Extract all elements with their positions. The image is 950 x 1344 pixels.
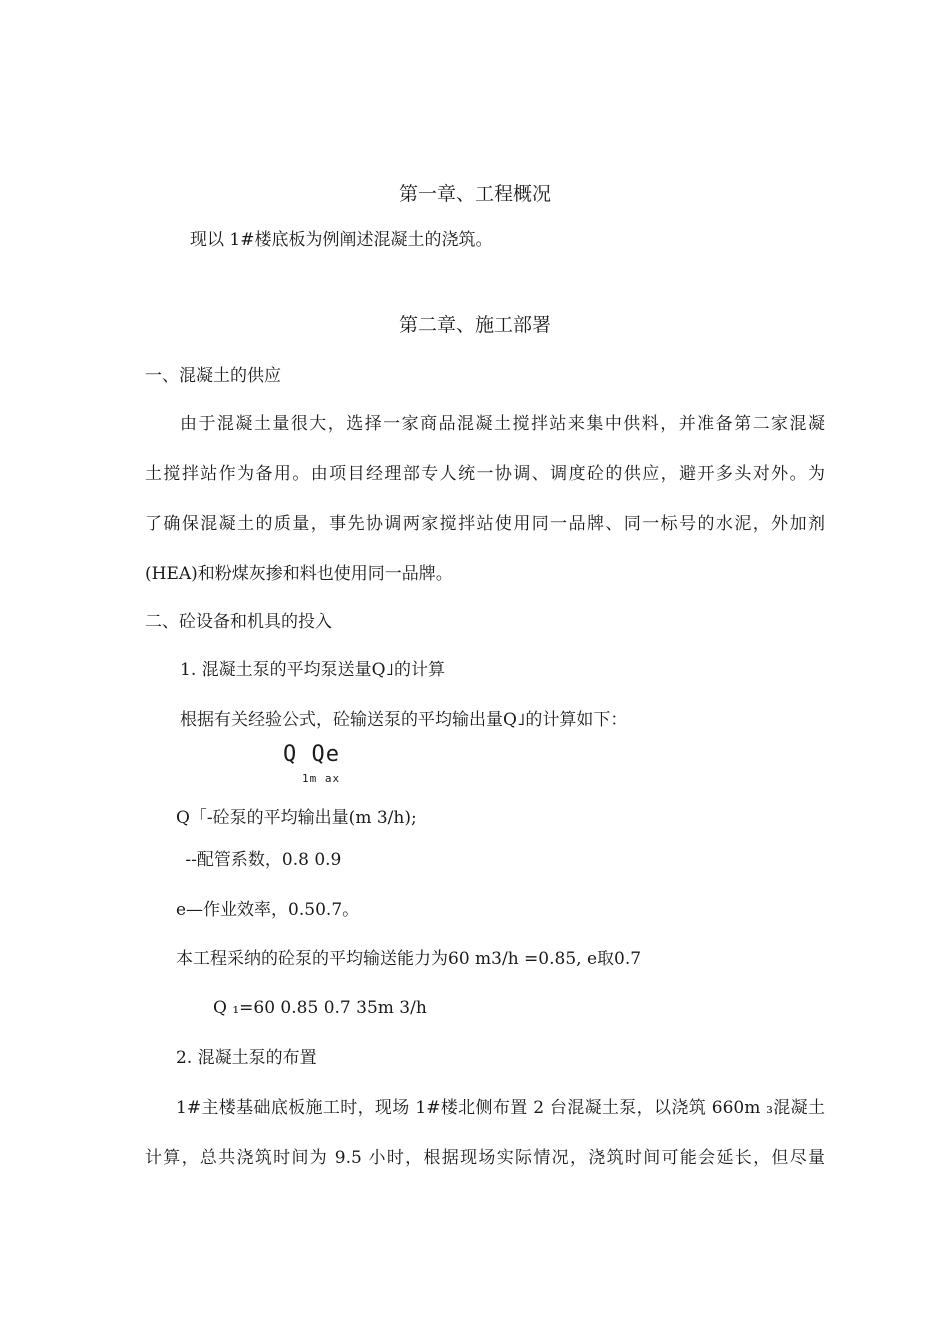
item-2-title: 2. 混凝土泵的布置 [176,1048,317,1068]
definition-pipe-factor: --配管系数，0.8 0.9 [180,850,342,870]
item-1-title: 1. 混凝土泵的平均泵送量Q˩的计算 [180,660,445,680]
chapter-1-heading: 第一章、工程概况 [398,183,551,205]
item-2-line-1: 1#主楼基础底板施工时，现场 1#楼北侧布置 2 台混凝土泵，以浇筑 660m ₃混凝土 [176,1098,825,1118]
chapter-2-heading: 第二章、施工部署 [398,314,551,336]
section-1-line-4: (HEA)和粉煤灰掺和料也使用同一品牌。 [145,564,453,584]
calculation-line: 本工程采纳的砼泵的平均输送能力为60 m3/h =0.85, e取0.7 [176,949,642,969]
section-2-title: 二、砼设备和机具的投入 [145,612,332,632]
item-1-description: 根据有关经验公式，砼输送泵的平均输出量Q˩的计算如下： [180,710,628,730]
formula-subscript: 1m ax [302,772,341,785]
definition-efficiency: e—作业效率，0.50.7。 [176,900,360,920]
section-1-line-3: 了确保混凝土的质量，事先协调两家搅拌站使用同一品牌、同一标号的水泥，外加剂 [145,514,825,534]
section-1-line-2: 土搅拌站作为备用。由项目经理部专人统一协调、调度砼的供应，避开多头对外。为 [145,464,825,484]
section-1-title: 一、混凝土的供应 [145,366,281,386]
calculation-result: Q ₁=60 0.85 0.7 35m 3/h [213,998,427,1018]
section-1-line-1: 由于混凝土量很大，选择一家商品混凝土搅拌站来集中供料，并准备第二家混凝 [180,414,825,434]
item-2-line-2: 计算，总共浇筑时间为 9.5 小时，根据现场实际情况，浇筑时间可能会延长，但尽量 [145,1148,825,1168]
definition-q: Q「-砼泵的平均输出量(m 3/h); [176,808,417,828]
intro-text: 现以 1#楼底板为例阐述混凝土的浇筑。 [190,230,493,250]
formula-main: Q Qe [283,742,340,767]
